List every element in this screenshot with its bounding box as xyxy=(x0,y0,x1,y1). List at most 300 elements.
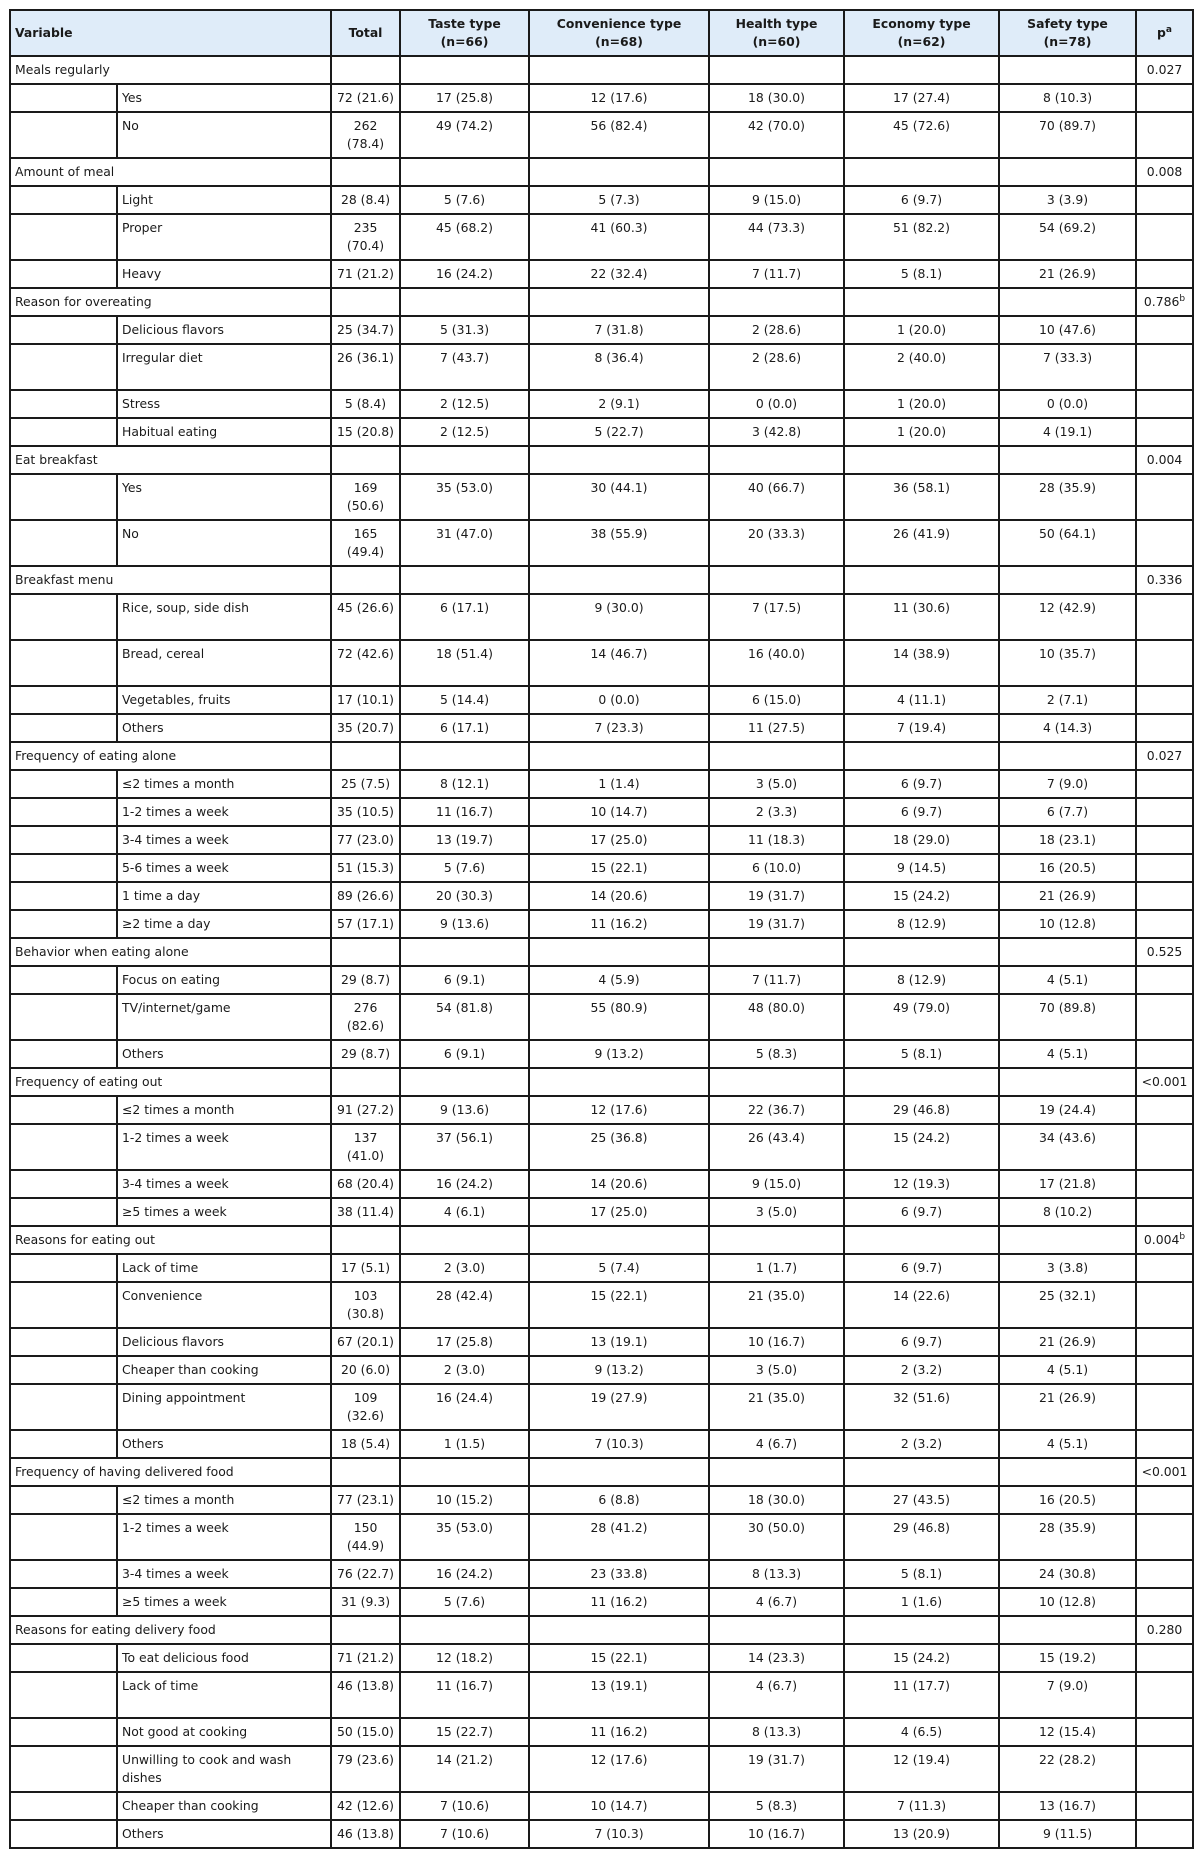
group-value-cell: 10 (16.7) xyxy=(709,1328,844,1356)
empty-cell xyxy=(400,1616,529,1644)
group-value-cell: 36 (58.1) xyxy=(844,474,999,520)
row-label: Light xyxy=(117,186,331,214)
indent-cell xyxy=(10,1792,117,1820)
empty-cell xyxy=(709,566,844,594)
section-header-row xyxy=(10,288,1193,316)
group-value-cell: 15 (22.1) xyxy=(529,854,709,882)
empty-p-cell xyxy=(1136,1718,1193,1746)
total-cell: 46 (13.8) xyxy=(331,1672,400,1718)
empty-p-cell xyxy=(1136,1430,1193,1458)
table-row xyxy=(10,686,1193,714)
total-cell: 17 (5.1) xyxy=(331,1254,400,1282)
row-label: ≤2 times a month xyxy=(117,770,331,798)
group-value-cell: 16 (40.0) xyxy=(709,640,844,686)
row-label: Others xyxy=(117,714,331,742)
empty-p-cell xyxy=(1136,854,1193,882)
row-label: 3-4 times a week xyxy=(117,826,331,854)
group-value-cell: 4 (6.7) xyxy=(709,1430,844,1458)
total-cell: 15 (20.8) xyxy=(331,418,400,446)
group-value-cell: 12 (17.6) xyxy=(529,1096,709,1124)
total-cell: 57 (17.1) xyxy=(331,910,400,938)
empty-cell xyxy=(400,1226,529,1254)
group-value-cell: 13 (16.7) xyxy=(999,1792,1136,1820)
empty-cell xyxy=(999,288,1136,316)
group-value-cell: 2 (40.0) xyxy=(844,344,999,390)
table-row xyxy=(10,826,1193,854)
group-value-cell: 12 (19.3) xyxy=(844,1170,999,1198)
group-value-cell: 14 (38.9) xyxy=(844,640,999,686)
group-value-cell: 1 (1.5) xyxy=(400,1430,529,1458)
indent-cell xyxy=(10,826,117,854)
empty-cell xyxy=(400,938,529,966)
indent-cell xyxy=(10,520,117,566)
header-p-superscript: a xyxy=(1165,24,1172,35)
empty-p-cell xyxy=(1136,1560,1193,1588)
empty-p-cell xyxy=(1136,390,1193,418)
group-value-cell: 16 (24.2) xyxy=(400,260,529,288)
empty-p-cell xyxy=(1136,798,1193,826)
empty-p-cell xyxy=(1136,1514,1193,1560)
empty-cell xyxy=(400,1458,529,1486)
group-value-cell: 4 (6.1) xyxy=(400,1198,529,1226)
row-label: Bread, cereal xyxy=(117,640,331,686)
group-value-cell: 27 (43.5) xyxy=(844,1486,999,1514)
empty-cell xyxy=(844,158,999,186)
indent-cell xyxy=(10,1096,117,1124)
group-value-cell: 23 (33.8) xyxy=(529,1560,709,1588)
group-value-cell: 2 (28.6) xyxy=(709,344,844,390)
table-body xyxy=(10,56,1193,1848)
row-label: 1 time a day xyxy=(117,882,331,910)
group-value-cell: 17 (25.8) xyxy=(400,1328,529,1356)
group-value-cell: 18 (30.0) xyxy=(709,84,844,112)
table-row xyxy=(10,1328,1193,1356)
row-label: No xyxy=(117,112,331,158)
header-convenience-type-name: Convenience type xyxy=(556,16,682,31)
total-cell: 45 (26.6) xyxy=(331,594,400,640)
empty-cell xyxy=(529,1068,709,1096)
row-label: 5-6 times a week xyxy=(117,854,331,882)
total-cell: 150 (44.9) xyxy=(331,1514,400,1560)
empty-cell xyxy=(331,1458,400,1486)
empty-cell xyxy=(709,1068,844,1096)
total-cell: 137 (41.0) xyxy=(331,1124,400,1170)
row-label: 1-2 times a week xyxy=(117,1124,331,1170)
group-value-cell: 3 (5.0) xyxy=(709,770,844,798)
group-value-cell: 44 (73.3) xyxy=(709,214,844,260)
group-value-cell: 45 (72.6) xyxy=(844,112,999,158)
empty-cell xyxy=(999,1616,1136,1644)
empty-p-cell xyxy=(1136,1820,1193,1848)
indent-cell xyxy=(10,1040,117,1068)
table-row xyxy=(10,84,1193,112)
row-label: Rice, soup, side dish xyxy=(117,594,331,640)
empty-cell xyxy=(331,158,400,186)
empty-p-cell xyxy=(1136,316,1193,344)
table-row xyxy=(10,1560,1193,1588)
table-row xyxy=(10,1514,1193,1560)
indent-cell xyxy=(10,1328,117,1356)
empty-p-cell xyxy=(1136,714,1193,742)
group-value-cell: 2 (3.2) xyxy=(844,1430,999,1458)
section-header-row xyxy=(10,1616,1193,1644)
table-row xyxy=(10,994,1193,1040)
p-value: 0.027 xyxy=(1146,748,1183,763)
empty-p-cell xyxy=(1136,770,1193,798)
header-convenience-type-n: (n=68) xyxy=(595,34,643,49)
total-cell: 103 (30.8) xyxy=(331,1282,400,1328)
group-value-cell: 4 (5.1) xyxy=(999,1040,1136,1068)
empty-p-cell xyxy=(1136,1170,1193,1198)
p-value-cell xyxy=(1136,1458,1193,1486)
empty-cell xyxy=(400,56,529,84)
empty-p-cell xyxy=(1136,826,1193,854)
group-value-cell: 12 (17.6) xyxy=(529,84,709,112)
group-value-cell: 13 (19.7) xyxy=(400,826,529,854)
indent-cell xyxy=(10,1644,117,1672)
empty-cell xyxy=(999,56,1136,84)
table-row xyxy=(10,316,1193,344)
group-value-cell: 24 (30.8) xyxy=(999,1560,1136,1588)
group-value-cell: 18 (30.0) xyxy=(709,1486,844,1514)
row-label: Dining appointment xyxy=(117,1384,331,1430)
group-value-cell: 1 (20.0) xyxy=(844,418,999,446)
group-value-cell: 19 (31.7) xyxy=(709,1746,844,1792)
empty-p-cell xyxy=(1136,344,1193,390)
total-cell: 35 (10.5) xyxy=(331,798,400,826)
group-value-cell: 25 (36.8) xyxy=(529,1124,709,1170)
empty-p-cell xyxy=(1136,260,1193,288)
indent-cell xyxy=(10,316,117,344)
empty-cell xyxy=(529,288,709,316)
total-cell: 35 (20.7) xyxy=(331,714,400,742)
group-value-cell: 11 (17.7) xyxy=(844,1672,999,1718)
group-value-cell: 15 (24.2) xyxy=(844,1644,999,1672)
table-row xyxy=(10,1384,1193,1430)
group-value-cell: 49 (79.0) xyxy=(844,994,999,1040)
table-row xyxy=(10,186,1193,214)
group-value-cell: 14 (21.2) xyxy=(400,1746,529,1792)
empty-cell xyxy=(999,446,1136,474)
header-row xyxy=(10,10,1193,56)
group-value-cell: 6 (9.1) xyxy=(400,1040,529,1068)
total-cell: 91 (27.2) xyxy=(331,1096,400,1124)
header-variable: Variable xyxy=(10,10,331,56)
indent-cell xyxy=(10,882,117,910)
row-label: Unwilling to cook and wash dishes xyxy=(117,1746,331,1792)
group-value-cell: 10 (16.7) xyxy=(709,1820,844,1848)
group-value-cell: 6 (17.1) xyxy=(400,714,529,742)
group-value-cell: 3 (3.8) xyxy=(999,1254,1136,1282)
group-value-cell: 29 (46.8) xyxy=(844,1514,999,1560)
group-value-cell: 2 (3.3) xyxy=(709,798,844,826)
row-label: To eat delicious food xyxy=(117,1644,331,1672)
group-value-cell: 5 (7.3) xyxy=(529,186,709,214)
empty-p-cell xyxy=(1136,1356,1193,1384)
total-cell: 71 (21.2) xyxy=(331,1644,400,1672)
group-value-cell: 21 (26.9) xyxy=(999,1328,1136,1356)
group-value-cell: 0 (0.0) xyxy=(529,686,709,714)
empty-cell xyxy=(999,566,1136,594)
indent-cell xyxy=(10,1124,117,1170)
group-value-cell: 21 (26.9) xyxy=(999,260,1136,288)
empty-cell xyxy=(844,1226,999,1254)
total-cell: 25 (7.5) xyxy=(331,770,400,798)
group-value-cell: 6 (9.7) xyxy=(844,798,999,826)
p-value-cell xyxy=(1136,158,1193,186)
empty-cell xyxy=(331,446,400,474)
group-value-cell: 28 (35.9) xyxy=(999,474,1136,520)
group-value-cell: 11 (27.5) xyxy=(709,714,844,742)
row-label: 1-2 times a week xyxy=(117,798,331,826)
table-row xyxy=(10,1644,1193,1672)
section-header-row xyxy=(10,1458,1193,1486)
section-header-row xyxy=(10,56,1193,84)
group-value-cell: 12 (17.6) xyxy=(529,1746,709,1792)
indent-cell xyxy=(10,770,117,798)
p-value-cell xyxy=(1136,288,1193,316)
indent-cell xyxy=(10,714,117,742)
empty-cell xyxy=(709,1458,844,1486)
group-value-cell: 9 (13.6) xyxy=(400,1096,529,1124)
group-value-cell: 9 (13.6) xyxy=(400,910,529,938)
group-value-cell: 10 (12.8) xyxy=(999,1588,1136,1616)
total-cell: 17 (10.1) xyxy=(331,686,400,714)
group-value-cell: 35 (53.0) xyxy=(400,1514,529,1560)
header-health-type-name: Health type xyxy=(735,16,818,31)
group-value-cell: 32 (51.6) xyxy=(844,1384,999,1430)
table-row xyxy=(10,594,1193,640)
section-header-row xyxy=(10,566,1193,594)
group-value-cell: 14 (20.6) xyxy=(529,1170,709,1198)
group-value-cell: 9 (15.0) xyxy=(709,186,844,214)
table-row xyxy=(10,1096,1193,1124)
indent-cell xyxy=(10,1384,117,1430)
group-value-cell: 2 (9.1) xyxy=(529,390,709,418)
group-value-cell: 50 (64.1) xyxy=(999,520,1136,566)
empty-p-cell xyxy=(1136,882,1193,910)
indent-cell xyxy=(10,966,117,994)
empty-cell xyxy=(844,1068,999,1096)
total-cell: 28 (8.4) xyxy=(331,186,400,214)
group-value-cell: 13 (19.1) xyxy=(529,1672,709,1718)
header-health-type-n: (n=60) xyxy=(752,34,801,49)
group-value-cell: 13 (19.1) xyxy=(529,1328,709,1356)
header-safety-type-n: (n=78) xyxy=(1043,34,1092,49)
group-value-cell: 16 (20.5) xyxy=(999,1486,1136,1514)
group-value-cell: 5 (31.3) xyxy=(400,316,529,344)
total-cell: 76 (22.7) xyxy=(331,1560,400,1588)
empty-p-cell xyxy=(1136,214,1193,260)
total-cell: 18 (5.4) xyxy=(331,1430,400,1458)
total-cell: 38 (11.4) xyxy=(331,1198,400,1226)
empty-p-cell xyxy=(1136,520,1193,566)
group-value-cell: 6 (9.7) xyxy=(844,1254,999,1282)
table-row xyxy=(10,520,1193,566)
indent-cell xyxy=(10,390,117,418)
group-value-cell: 12 (19.4) xyxy=(844,1746,999,1792)
table-row xyxy=(10,1198,1193,1226)
section-title: Eat breakfast xyxy=(10,446,331,474)
table-row xyxy=(10,1588,1193,1616)
empty-p-cell xyxy=(1136,1124,1193,1170)
empty-cell xyxy=(999,158,1136,186)
group-value-cell: 6 (8.8) xyxy=(529,1486,709,1514)
group-value-cell: 10 (15.2) xyxy=(400,1486,529,1514)
row-label: Delicious flavors xyxy=(117,1328,331,1356)
empty-p-cell xyxy=(1136,112,1193,158)
p-value: 0.280 xyxy=(1146,1622,1183,1637)
header-economy-type-name: Economy type xyxy=(872,16,971,31)
group-value-cell: 70 (89.8) xyxy=(999,994,1136,1040)
group-value-cell: 9 (30.0) xyxy=(529,594,709,640)
total-cell: 262 (78.4) xyxy=(331,112,400,158)
table-row xyxy=(10,854,1193,882)
group-value-cell: 22 (36.7) xyxy=(709,1096,844,1124)
total-cell: 51 (15.3) xyxy=(331,854,400,882)
group-value-cell: 26 (43.4) xyxy=(709,1124,844,1170)
row-label: Proper xyxy=(117,214,331,260)
table-row xyxy=(10,474,1193,520)
empty-cell xyxy=(529,1458,709,1486)
group-value-cell: 37 (56.1) xyxy=(400,1124,529,1170)
total-cell: 79 (23.6) xyxy=(331,1746,400,1792)
group-value-cell: 11 (16.2) xyxy=(529,1718,709,1746)
header-health-type xyxy=(709,10,844,56)
total-cell: 31 (9.3) xyxy=(331,1588,400,1616)
group-value-cell: 9 (11.5) xyxy=(999,1820,1136,1848)
group-value-cell: 15 (22.7) xyxy=(400,1718,529,1746)
group-value-cell: 28 (35.9) xyxy=(999,1514,1136,1560)
group-value-cell: 6 (15.0) xyxy=(709,686,844,714)
group-value-cell: 7 (11.3) xyxy=(844,1792,999,1820)
empty-p-cell xyxy=(1136,594,1193,640)
group-value-cell: 17 (21.8) xyxy=(999,1170,1136,1198)
group-value-cell: 7 (11.7) xyxy=(709,260,844,288)
group-value-cell: 4 (6.7) xyxy=(709,1588,844,1616)
total-cell: 50 (15.0) xyxy=(331,1718,400,1746)
indent-cell xyxy=(10,214,117,260)
empty-p-cell xyxy=(1136,1254,1193,1282)
group-value-cell: 7 (33.3) xyxy=(999,344,1136,390)
total-cell: 46 (13.8) xyxy=(331,1820,400,1848)
group-value-cell: 4 (5.1) xyxy=(999,966,1136,994)
group-value-cell: 55 (80.9) xyxy=(529,994,709,1040)
table-row xyxy=(10,910,1193,938)
total-cell: 25 (34.7) xyxy=(331,316,400,344)
empty-p-cell xyxy=(1136,1282,1193,1328)
empty-cell xyxy=(331,742,400,770)
group-value-cell: 8 (10.3) xyxy=(999,84,1136,112)
empty-cell xyxy=(844,938,999,966)
indent-cell xyxy=(10,1356,117,1384)
group-value-cell: 15 (22.1) xyxy=(529,1644,709,1672)
indent-cell xyxy=(10,994,117,1040)
total-cell: 71 (21.2) xyxy=(331,260,400,288)
group-value-cell: 5 (22.7) xyxy=(529,418,709,446)
empty-cell xyxy=(999,938,1136,966)
empty-cell xyxy=(331,566,400,594)
group-value-cell: 14 (23.3) xyxy=(709,1644,844,1672)
empty-cell xyxy=(331,938,400,966)
group-value-cell: 2 (28.6) xyxy=(709,316,844,344)
group-value-cell: 8 (12.1) xyxy=(400,770,529,798)
group-value-cell: 5 (14.4) xyxy=(400,686,529,714)
empty-cell xyxy=(844,1616,999,1644)
group-value-cell: 5 (7.6) xyxy=(400,1588,529,1616)
group-value-cell: 7 (10.6) xyxy=(400,1820,529,1848)
empty-p-cell xyxy=(1136,1644,1193,1672)
group-value-cell: 5 (8.3) xyxy=(709,1040,844,1068)
empty-p-cell xyxy=(1136,1040,1193,1068)
empty-p-cell xyxy=(1136,966,1193,994)
row-label: Delicious flavors xyxy=(117,316,331,344)
indent-cell xyxy=(10,640,117,686)
group-value-cell: 6 (7.7) xyxy=(999,798,1136,826)
group-value-cell: 4 (5.1) xyxy=(999,1430,1136,1458)
p-value-cell xyxy=(1136,1226,1193,1254)
empty-cell xyxy=(709,56,844,84)
group-value-cell: 3 (3.9) xyxy=(999,186,1136,214)
group-value-cell: 4 (6.7) xyxy=(709,1672,844,1718)
indent-cell xyxy=(10,1820,117,1848)
header-p-label: p xyxy=(1157,25,1166,40)
indent-cell xyxy=(10,260,117,288)
group-value-cell: 6 (9.7) xyxy=(844,770,999,798)
p-value-cell xyxy=(1136,566,1193,594)
total-cell: 29 (8.7) xyxy=(331,1040,400,1068)
group-value-cell: 20 (30.3) xyxy=(400,882,529,910)
header-convenience-type xyxy=(529,10,709,56)
group-value-cell: 12 (18.2) xyxy=(400,1644,529,1672)
indent-cell xyxy=(10,1560,117,1588)
group-value-cell: 5 (8.1) xyxy=(844,1040,999,1068)
group-value-cell: 8 (36.4) xyxy=(529,344,709,390)
group-value-cell: 1 (1.7) xyxy=(709,1254,844,1282)
empty-p-cell xyxy=(1136,1746,1193,1792)
group-value-cell: 19 (31.7) xyxy=(709,910,844,938)
indent-cell xyxy=(10,686,117,714)
group-value-cell: 8 (12.9) xyxy=(844,966,999,994)
group-value-cell: 70 (89.7) xyxy=(999,112,1136,158)
total-cell: 68 (20.4) xyxy=(331,1170,400,1198)
row-label: Not good at cooking xyxy=(117,1718,331,1746)
indent-cell xyxy=(10,854,117,882)
section-title: Frequency of eating alone xyxy=(10,742,331,770)
empty-cell xyxy=(844,1458,999,1486)
group-value-cell: 7 (17.5) xyxy=(709,594,844,640)
group-value-cell: 49 (74.2) xyxy=(400,112,529,158)
table-row xyxy=(10,1282,1193,1328)
group-value-cell: 4 (5.9) xyxy=(529,966,709,994)
group-value-cell: 7 (9.0) xyxy=(999,770,1136,798)
group-value-cell: 34 (43.6) xyxy=(999,1124,1136,1170)
group-value-cell: 15 (24.2) xyxy=(844,1124,999,1170)
indent-cell xyxy=(10,1746,117,1792)
group-value-cell: 13 (20.9) xyxy=(844,1820,999,1848)
group-value-cell: 45 (68.2) xyxy=(400,214,529,260)
group-value-cell: 2 (3.2) xyxy=(844,1356,999,1384)
empty-p-cell xyxy=(1136,910,1193,938)
indent-cell xyxy=(10,798,117,826)
total-cell: 165 (49.4) xyxy=(331,520,400,566)
empty-p-cell xyxy=(1136,1384,1193,1430)
row-label: 1-2 times a week xyxy=(117,1514,331,1560)
section-title: Behavior when eating alone xyxy=(10,938,331,966)
empty-p-cell xyxy=(1136,1486,1193,1514)
group-value-cell: 8 (10.2) xyxy=(999,1198,1136,1226)
empty-cell xyxy=(529,566,709,594)
